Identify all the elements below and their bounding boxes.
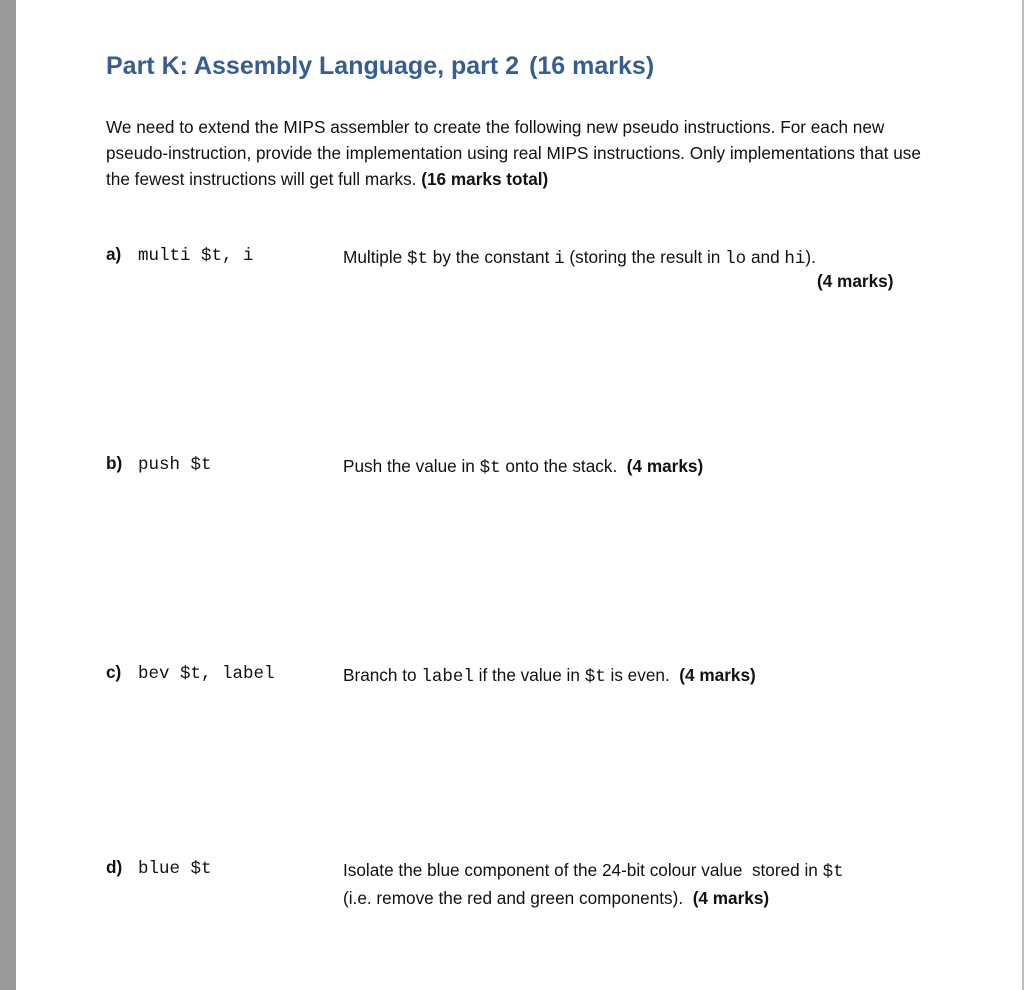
question-c-description (343, 662, 756, 690)
desc-text: by the constant (428, 247, 555, 267)
left-margin-bar (0, 0, 16, 990)
intro-marks: (16 marks total) (421, 169, 549, 189)
desc-text: if the value in (473, 665, 585, 685)
question-letter: a) (106, 244, 122, 264)
question-b-label (106, 453, 212, 475)
desc-code: $t (479, 458, 501, 478)
question-code: bev $t, label (138, 664, 275, 684)
desc-code: i (554, 249, 565, 269)
desc-text: Multiple (343, 247, 407, 267)
question-b-description (343, 453, 703, 481)
desc-text: is even. (605, 665, 670, 685)
question-letter: d) (106, 857, 123, 877)
desc-text: ). (805, 247, 816, 267)
desc-text: (i.e. remove the red and green components). (343, 888, 684, 908)
title-text: Part K: Assembly Language, part 2 (106, 52, 520, 80)
question-d-marks: (4 marks) (692, 888, 770, 908)
title-marks: (16 marks) (529, 52, 655, 80)
desc-text: Isolate the blue component of the 24-bit colour value stored in (343, 860, 823, 880)
question-code: blue $t (138, 859, 212, 879)
question-a-description (343, 244, 816, 272)
question-letter: b) (106, 453, 123, 473)
question-d-description (343, 857, 844, 911)
question-c-marks: (4 marks) (679, 665, 756, 685)
question-letter: c) (106, 662, 122, 682)
desc-text: onto the stack. (500, 456, 618, 476)
desc-text: and (746, 247, 785, 267)
page-title (106, 52, 654, 81)
desc-text: Branch to (343, 665, 422, 685)
question-b-marks: (4 marks) (626, 456, 704, 476)
question-a-marks: (4 marks) (817, 271, 894, 291)
question-code: multi $t, i (138, 246, 254, 266)
desc-code: $t (822, 862, 844, 882)
question-a-label (106, 244, 254, 266)
desc-code: hi (784, 249, 806, 269)
desc-code: $t (407, 249, 429, 269)
desc-text: (storing the result in (564, 247, 726, 267)
question-d-label (106, 857, 212, 879)
intro-text: We need to extend the MIPS assembler to create the following new pseudo instructions. For each new pseudo-instruction, provide the implementation using real MIPS instructions. Only implementations that use the fewest instructions will get full marks. (106, 117, 921, 189)
question-c-label (106, 662, 275, 684)
desc-code: $t (584, 667, 606, 687)
desc-code: label (421, 667, 474, 687)
document-page (16, 0, 1022, 990)
intro-paragraph (106, 114, 936, 192)
question-code: push $t (138, 455, 212, 475)
desc-code: lo (725, 249, 747, 269)
desc-text: Push the value in (343, 456, 480, 476)
